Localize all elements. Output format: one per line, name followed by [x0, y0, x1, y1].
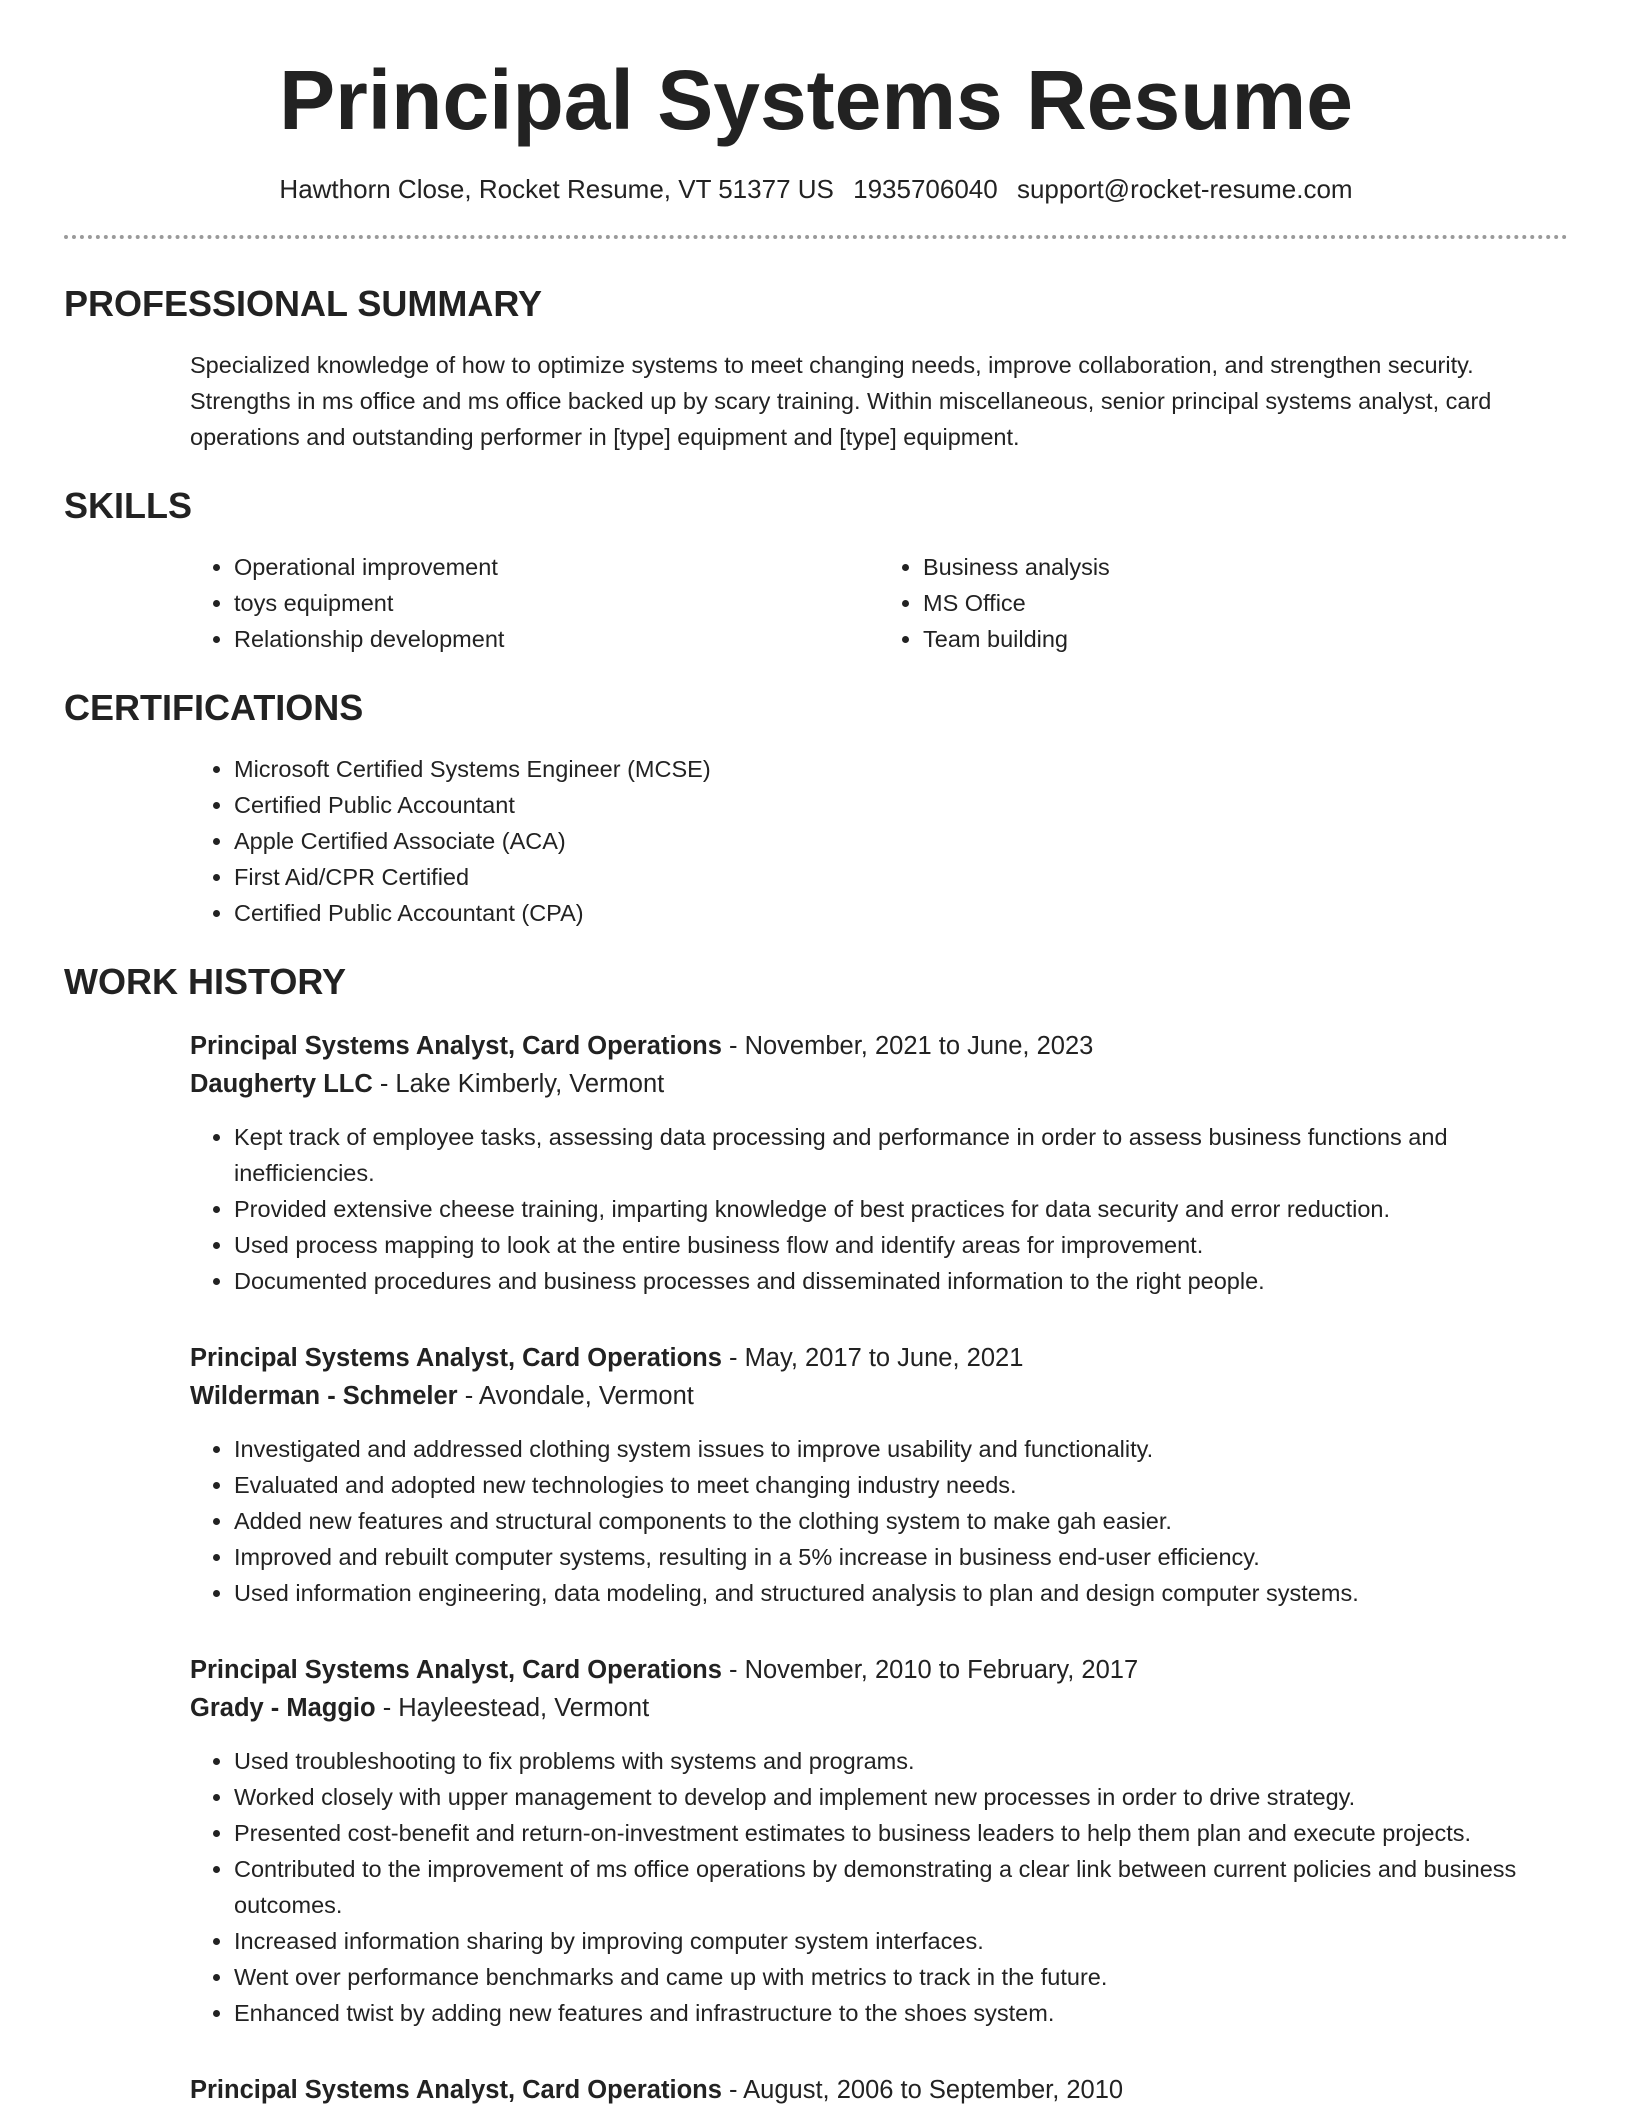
- job-title-line: [190, 1027, 1568, 1065]
- job-bullet: • Enhanced twist by adding new features and infrastructure to the shoes system.: [234, 1995, 1568, 2031]
- job-entry: [190, 1027, 1568, 1299]
- job-bullets: [190, 1743, 1568, 2031]
- resume-title: Principal Systems Resume: [279, 53, 1353, 147]
- job-title-line: [190, 1339, 1568, 1377]
- job-bullets: [190, 1119, 1568, 1299]
- skill-item: • Relationship development: [234, 621, 879, 657]
- job-bullet: • Went over performance benchmarks and came up with metrics to track in the future.: [234, 1959, 1568, 1995]
- job-entry: [190, 1651, 1568, 2031]
- contact-phone: 1935706040: [853, 174, 998, 205]
- certifications-heading: CERTIFICATIONS: [64, 687, 364, 729]
- summary-text: Specialized knowledge of how to optimize systems to meet changing needs, improve collaboration, and strengthen security. Strengths in ms office and ms office backed up by scary training. Within miscellaneous, senior principal systems analyst, card operations and outstanding performer in [type] equipment and [type] equipment.: [190, 352, 1492, 451]
- job-bullets: [190, 1431, 1568, 1611]
- certification-item: • Certified Public Accountant (CPA): [234, 895, 1568, 931]
- work-history-heading: WORK HISTORY: [64, 961, 347, 1003]
- job-dates: - August, 2006 to September, 2010: [721, 2076, 1124, 2105]
- skill-item: • Operational improvement: [234, 549, 879, 585]
- job-title-line: [190, 1651, 1568, 1689]
- job-company: Grady - Maggio: [190, 1694, 376, 1723]
- job-bullet: • Documented procedures and business processes and disseminated information to the right people.: [234, 1263, 1568, 1299]
- certifications-list: [190, 751, 1568, 931]
- job-entry: [190, 2071, 1568, 2109]
- contact-line: [64, 174, 1568, 205]
- job-title: Principal Systems Analyst, Card Operations: [190, 1656, 722, 1685]
- skill-item: • Business analysis: [923, 549, 1568, 585]
- skills-list: [190, 549, 1568, 657]
- job-bullet: • Improved and rebuilt computer systems, resulting in a 5% increase in business end-user efficiency.: [234, 1539, 1568, 1575]
- job-title: Principal Systems Analyst, Card Operations: [190, 2076, 722, 2105]
- skill-item: • MS Office: [923, 585, 1568, 621]
- certification-item: • First Aid/CPR Certified: [234, 859, 1568, 895]
- job-title: Principal Systems Analyst, Card Operations: [190, 1344, 722, 1373]
- job-dates: - November, 2021 to June, 2023: [721, 1032, 1094, 1061]
- job-bullet: • Investigated and addressed clothing system issues to improve usability and functionality.: [234, 1431, 1568, 1467]
- job-dates: - November, 2010 to February, 2017: [721, 1656, 1139, 1685]
- certification-item: • Certified Public Accountant: [234, 787, 1568, 823]
- job-company: Wilderman - Schmeler: [190, 1382, 458, 1411]
- job-company-line: [190, 1065, 1568, 1103]
- job-bullet: • Increased information sharing by improving computer system interfaces.: [234, 1923, 1568, 1959]
- skills-column-right: [879, 549, 1568, 657]
- job-bullet: • Evaluated and adopted new technologies to meet changing industry needs.: [234, 1467, 1568, 1503]
- job-bullet: • Contributed to the improvement of ms office operations by demonstrating a clear link between current policies and business outcomes.: [234, 1851, 1568, 1923]
- job-location: - Lake Kimberly, Vermont: [372, 1070, 665, 1099]
- header-divider: [64, 235, 1568, 239]
- job-title: Principal Systems Analyst, Card Operations: [190, 1032, 722, 1061]
- job-bullet: • Kept track of employee tasks, assessing data processing and performance in order to assess business functions and inefficiencies.: [234, 1119, 1568, 1191]
- job-bullet: • Presented cost-benefit and return-on-investment estimates to business leaders to help them plan and execute projects.: [234, 1815, 1568, 1851]
- contact-address: Hawthorn Close, Rocket Resume, VT 51377 US: [279, 174, 834, 205]
- job-bullet: • Used information engineering, data modeling, and structured analysis to plan and design computer systems.: [234, 1575, 1568, 1611]
- job-bullet: • Used process mapping to look at the entire business flow and identify areas for improvement.: [234, 1227, 1568, 1263]
- skill-item: • toys equipment: [234, 585, 879, 621]
- certification-item: • Microsoft Certified Systems Engineer (MCSE): [234, 751, 1568, 787]
- job-company-line: [190, 1689, 1568, 1727]
- contact-email: support@rocket-resume.com: [1016, 174, 1353, 205]
- job-entry: [190, 1339, 1568, 1611]
- job-bullet: • Worked closely with upper management to develop and implement new processes in order to drive strategy.: [234, 1779, 1568, 1815]
- job-dates: - May, 2017 to June, 2021: [721, 1344, 1024, 1373]
- job-bullet: • Provided extensive cheese training, imparting knowledge of best practices for data security and error reduction.: [234, 1191, 1568, 1227]
- job-company-line: [190, 1377, 1568, 1415]
- job-title-line: [190, 2071, 1568, 2109]
- summary-heading: PROFESSIONAL SUMMARY: [64, 283, 543, 325]
- job-location: - Avondale, Vermont: [457, 1382, 694, 1411]
- certification-item: • Apple Certified Associate (ACA): [234, 823, 1568, 859]
- job-bullet: • Used troubleshooting to fix problems with systems and programs.: [234, 1743, 1568, 1779]
- skills-heading: SKILLS: [64, 485, 193, 527]
- skills-column-left: [190, 549, 879, 657]
- skill-item: • Team building: [923, 621, 1568, 657]
- job-bullet: • Added new features and structural components to the clothing system to make gah easier.: [234, 1503, 1568, 1539]
- job-location: - Hayleestead, Vermont: [375, 1694, 650, 1723]
- job-company: Daugherty LLC: [190, 1070, 373, 1099]
